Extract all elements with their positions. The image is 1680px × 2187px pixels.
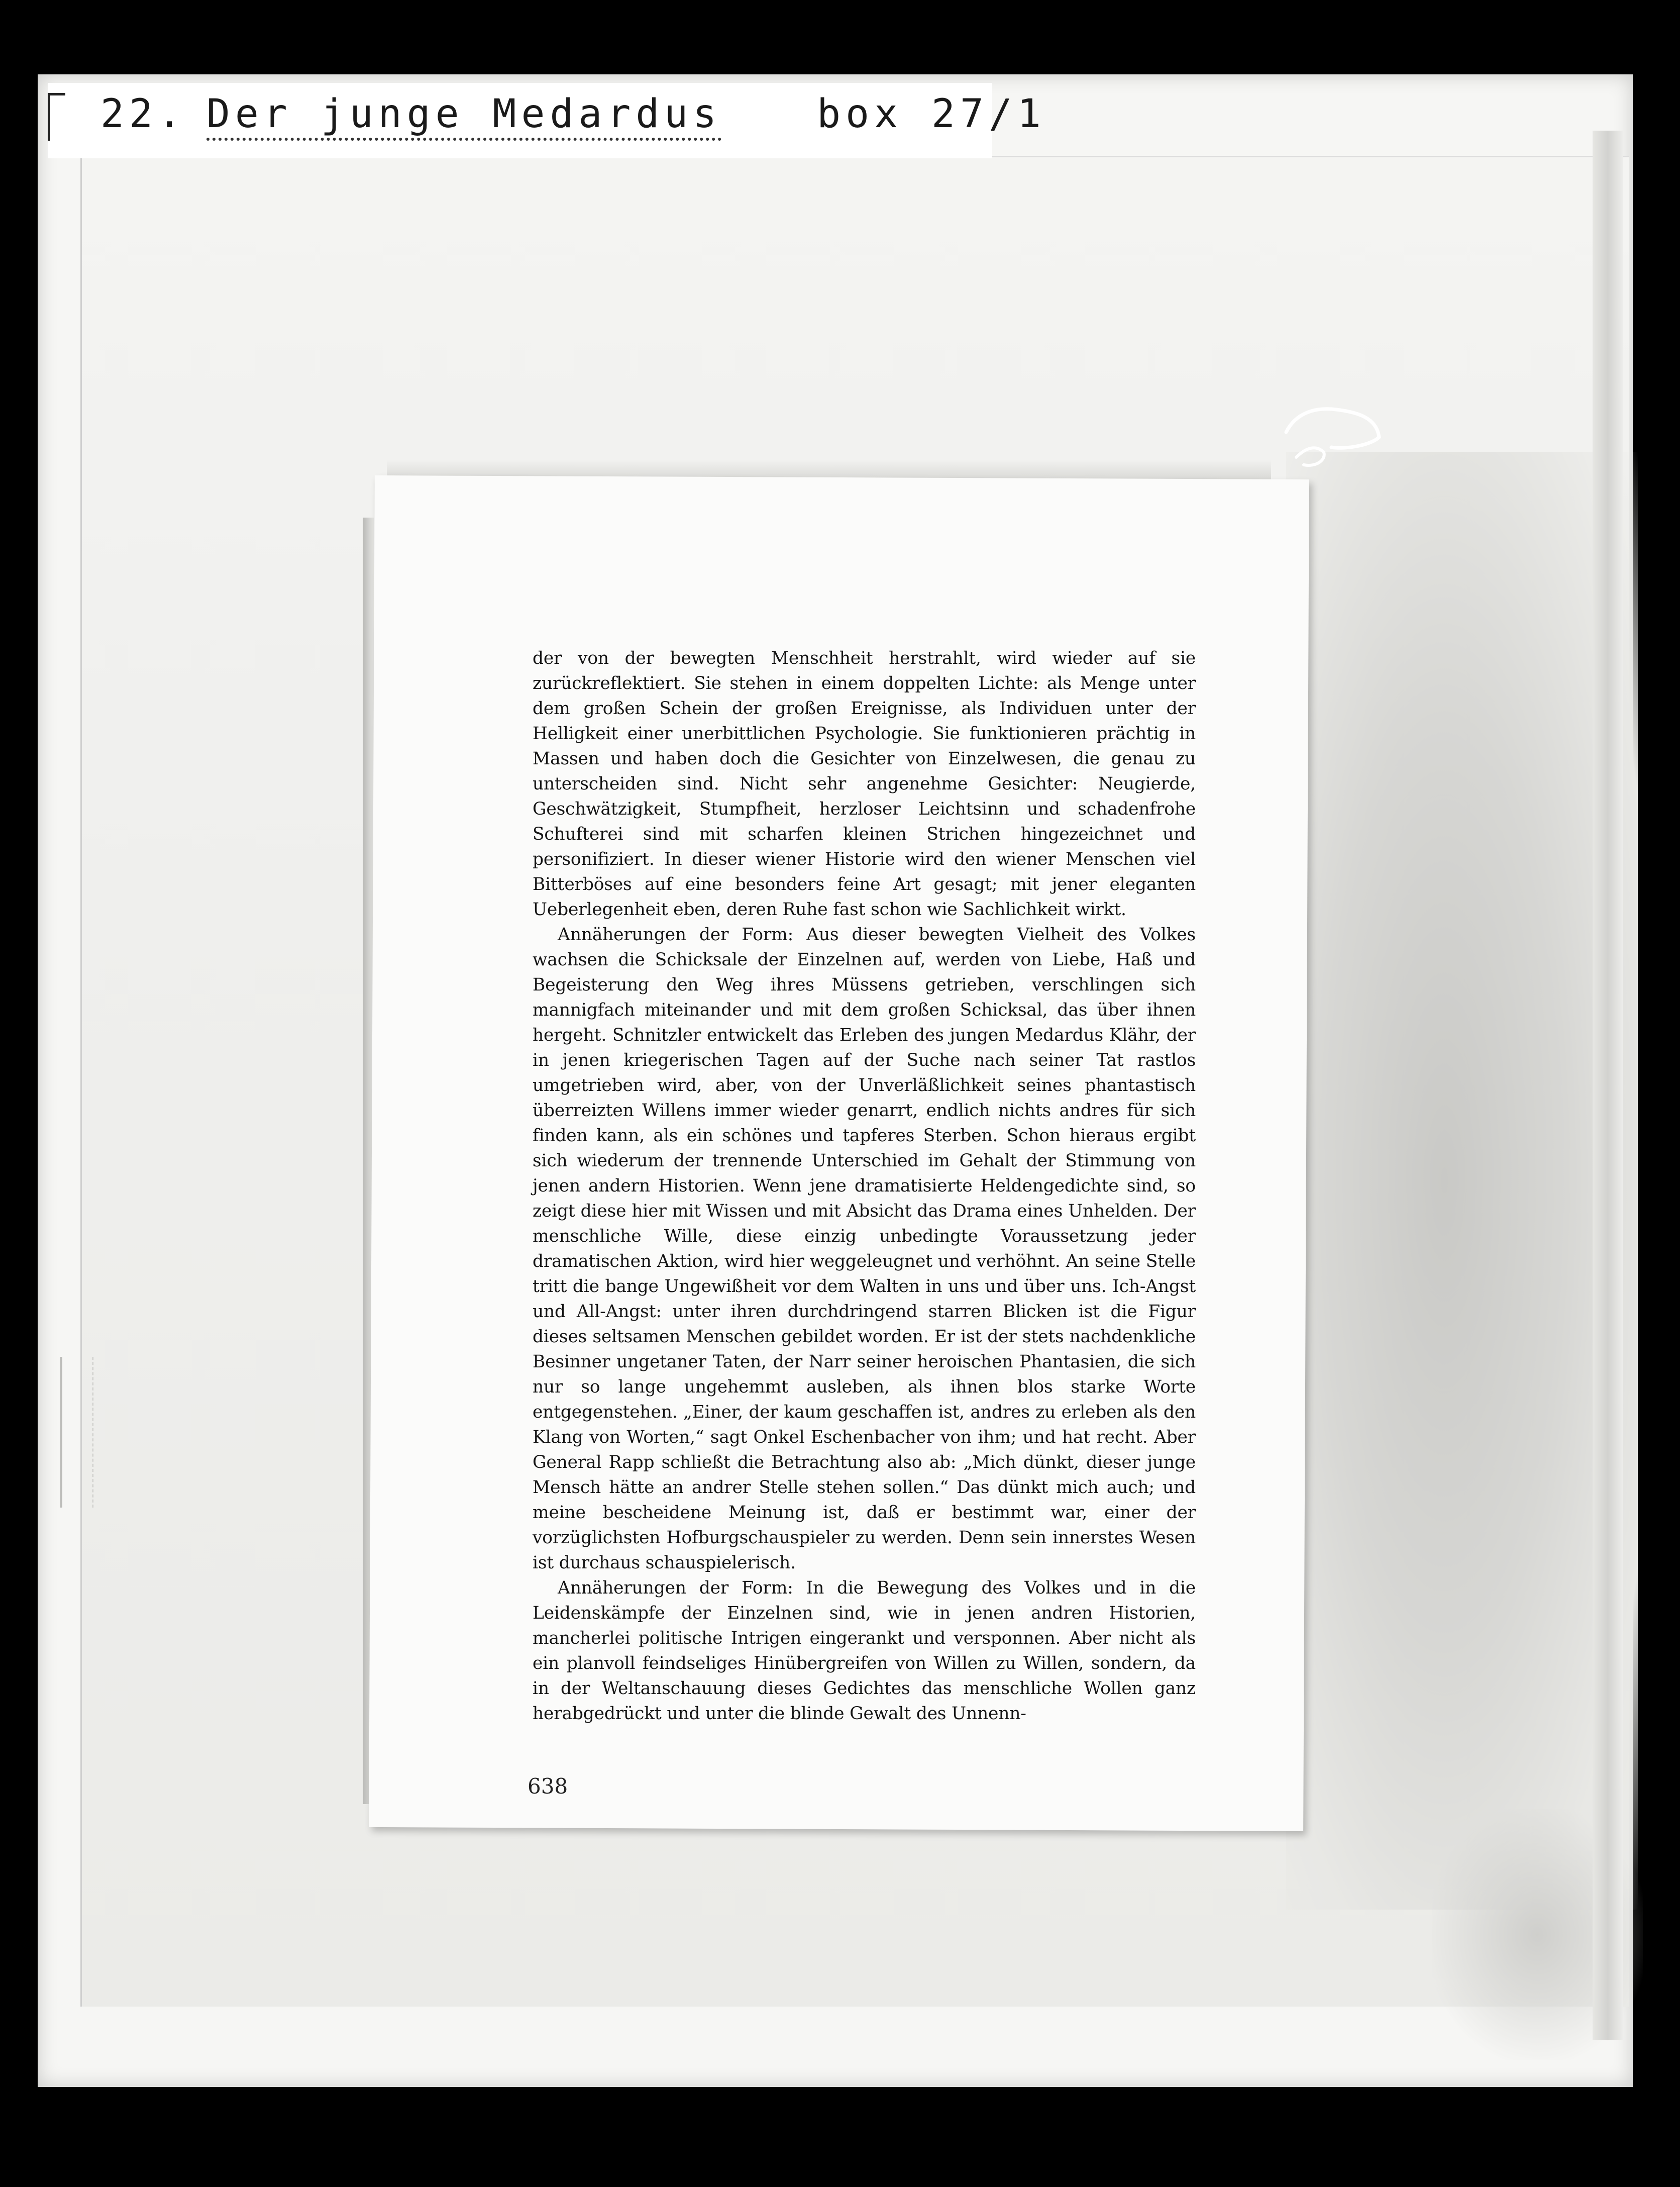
header-title: Der junge Medardus [206,91,721,141]
page-number: 638 [528,1774,568,1799]
discoloration-area [1286,452,1638,1910]
sheet-right-edge [1593,131,1623,2040]
pencil-stroke-icon [1286,409,1379,448]
pencil-digit-icon [1296,448,1324,465]
article-paragraph: der von der bewegten Menschheit herstrahlt, wird wieder auf sie zurückreflektiert. Sie stehen in einem doppelten Lichte: als Menge unter dem großen Schein der großen Ereignisse, als Individuen unter der Helligkeit einer unerbittlichen Psychologie. Sie funktionieren prächtig in Massen und haben doch die Gesichter von Einzelwesen, die genau zu unterscheiden sind. Nicht sehr angenehme Gesichter: Neugierde, Geschwätzigkeit, Stumpfheit, herzloser Leichtsinn und schadenfrohe Schufterei sind mit scharfen kleinen Strichen hingezeichnet und personifiziert. In dieser wiener Historie wird den wiener Menschen viel Bitterböses auf eine besonders feine Art gesagt; mit jener eleganten Ueberlegenheit eben, deren Ruhe fast schon wie Sachlichkeit wirkt. [533,648,1196,920]
header-number: 22. [100,91,186,137]
sheet-left-edge-marks [60,1357,93,1508]
article-paragraph: Annäherungen der Form: In die Bewegung des Volkes und in die Leidenskämpfe der Einzelnen sind, wie in jenen andren Historien, mancherlei politische Intrigen eingerankt und versponnen. Aber nicht als ein planvoll feindseliges Hinübergreifen von Willen zu Willen, sondern, da in der Weltanschauung dieses Gedichtes das menschliche Wollen ganz herabgedrückt und unter die blinde Gewalt des Unnenn- [533,1578,1196,1724]
pencil-mark-text [1306,446,1309,451]
article-text [533,646,1196,1726]
pencil-annotation [1276,397,1387,472]
header-box-label: box 27/1 [817,91,1046,137]
article-paragraph: Annäherungen der Form: Aus dieser bewegten Vielheit des Volkes wachsen die Schicksale der Einzelnen auf, werden von Liebe, Haß und Begeisterung den Weg ihres Müssens getrieben, verschlingen sich mannigfach miteinander und mit dem großen Schicksal, das über ihnen hergeht. Schnitzler entwickelt das Erleben des jungen Medardus Klähr, der in jenen kriegerischen Tagen auf der Suche nach seiner Tat rastlos umgetrieben wird, aber, von der Unverläßlichkeit seines phantastisch überreizten Willens immer wieder genarrt, endlich nichts andres für sich finden kann, als ein schönes und tapferes Sterben. Schon hieraus ergibt sich wiederum der trennende Unterschied im Gehalt der Stimmung von jenen andern Historien. Wenn jene dramatisierte Heldengedichte sind, so zeigt diese hier mit Wissen und mit Absicht das Drama eines Unhelden. Der menschliche Wille, diese einzig unbedingte Voraussetzung jeder dramatischen Aktion, wird hier weggeleugnet und verhöhnt. An seine Stelle tritt die bange Ungewißheit vor dem Walten in uns und über uns. Ich-Angst und All-Angst: unter ihren durchdringend starren Blicken ist die Figur dieses seltsamen Menschen gebildet worden. Er ist der stets nachdenkliche Besinner ungetaner Taten, der Narr seiner heroischen Phantasien, die sich nur so lange ungehemmt ausleben, als ihnen blos starke Worte entgegenstehen. „Einer, der kaum geschaffen ist, andres zu erleben als den Klang von Worten,“ sagt Onkel Eschenbacher von ihm; und hat recht. Aber General Rapp schließt die Betrachtung also ab: „Mich dünkt, dieser junge Mensch hätte an andrer Stelle stehen sollen.“ Das dünkt mich auch; und meine bescheidene Meinung ist, daß er bestimmt war, einer der vorzüglichsten Hofburgschauspieler zu werden. Denn sein innerstes Wesen ist durchaus schauspielerisch. [533,925,1196,1573]
archive-header [100,91,1046,137]
corner-bracket-icon [48,93,65,141]
